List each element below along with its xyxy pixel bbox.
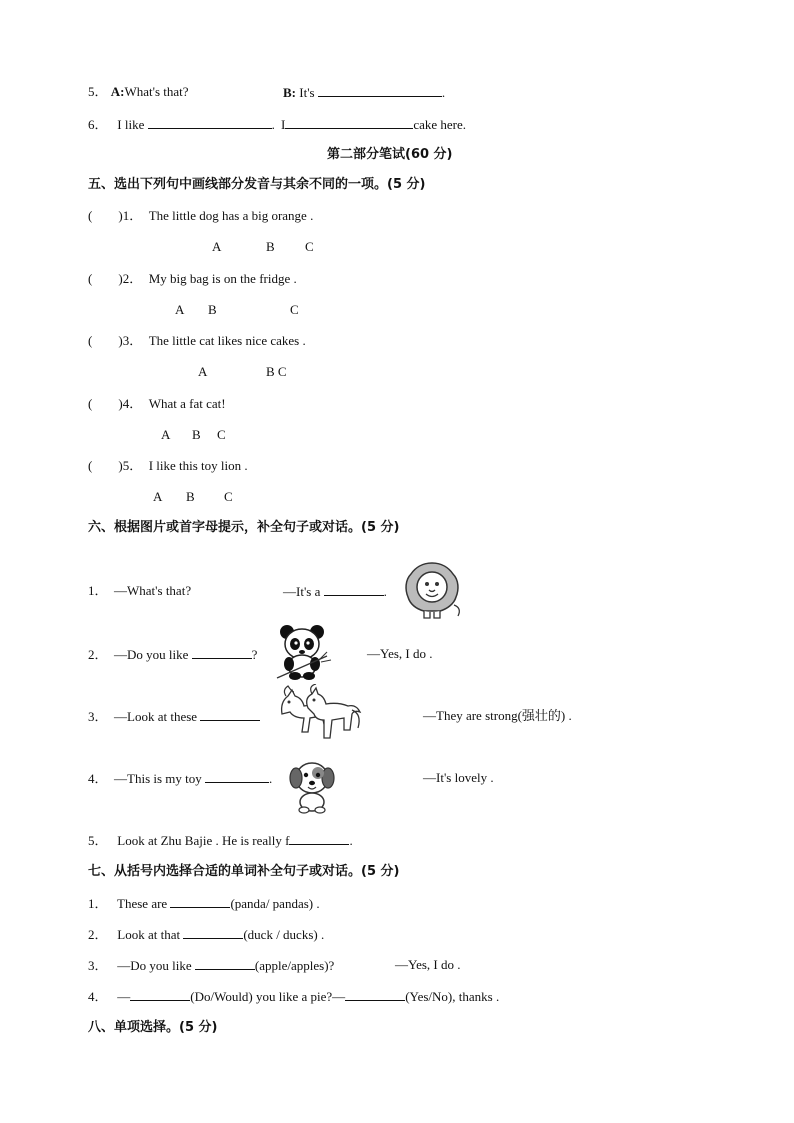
s5-letter: C	[224, 489, 233, 504]
speaker-b: B:	[283, 85, 296, 100]
s5-item-2: ( )2． My big bag is on the fridge .	[88, 271, 297, 286]
s7-item-2: 2． Look at that (duck / ducks) .	[88, 927, 325, 942]
s5-letter: C	[305, 239, 314, 254]
answer-blank[interactable]	[324, 583, 384, 596]
s6-item-5: 5． Look at Zhu Bajie . He is really f .	[88, 833, 353, 848]
s6-item-4: 4． —This is my toy .	[88, 771, 273, 786]
answer-blank[interactable]	[183, 926, 243, 939]
section5-title: 五、选出下列句中画线部分发音与其余不同的一项。(5 分)	[88, 177, 426, 192]
s5-letter: B	[192, 427, 201, 442]
s5-item-1: ( )1． The little dog has a big orange .	[88, 208, 314, 223]
s5-letter: A	[212, 239, 222, 254]
s5-letter: A	[153, 489, 163, 504]
q5-answer: B: It's .	[283, 85, 446, 100]
s6-item-1-right: —It's a .	[283, 584, 387, 599]
answer-blank[interactable]	[192, 646, 252, 659]
dog-picture	[288, 756, 336, 814]
answer-blank[interactable]	[130, 988, 190, 1001]
s5-letter: B	[208, 302, 217, 317]
s5-letter: A	[175, 302, 185, 317]
section7-title: 七、从括号内选择合适的单词补全句子或对话。(5 分)	[88, 864, 400, 879]
s6-item-1: 1． —What's that?	[88, 583, 192, 598]
s6-item-4-right: —It's lovely .	[423, 770, 494, 785]
answer-blank[interactable]	[285, 116, 413, 129]
s7-item-3-reply: —Yes, I do .	[395, 957, 461, 972]
horses-picture	[274, 684, 364, 746]
s5-item-4: ( )4． What a fat cat!	[88, 396, 226, 411]
s7-item-3: 3． —Do you like (apple/apples)?	[88, 958, 335, 973]
s6-item-3-right: —They are strong(强壮的) .	[423, 708, 572, 723]
q5-line: 5． A:What's that?	[88, 84, 189, 99]
s5-letter: A	[198, 364, 208, 379]
q6-line-2: I cake here.	[281, 117, 467, 132]
s6-item-3: 3． —Look at these	[88, 708, 260, 725]
s5-letter: B C	[266, 364, 287, 379]
s6-item-2-right: —Yes, I do .	[367, 646, 433, 661]
q6-line: 6． I like .	[88, 117, 275, 132]
answer-blank[interactable]	[200, 708, 260, 721]
section6-title: 六、根据图片或首字母提示，补全句子或对话。(5 分)	[88, 520, 400, 535]
s5-letter: B	[266, 239, 275, 254]
answer-blank[interactable]	[345, 988, 405, 1001]
s5-letter: B	[186, 489, 195, 504]
s5-item-3: ( )3． The little cat likes nice cakes .	[88, 333, 306, 348]
s5-letter: C	[290, 302, 299, 317]
answer-blank[interactable]	[289, 832, 349, 845]
answer-blank[interactable]	[195, 957, 255, 970]
s5-letter: A	[161, 427, 171, 442]
answer-blank[interactable]	[148, 116, 272, 129]
section8-title: 八、单项选择。(5 分)	[88, 1020, 218, 1035]
lion-picture	[402, 560, 462, 620]
s5-letter: C	[217, 427, 226, 442]
s7-item-1: 1． These are (panda/ pandas) .	[88, 896, 320, 911]
s6-item-2: 2． —Do you like ?	[88, 647, 258, 662]
panda-picture	[275, 622, 333, 680]
answer-blank[interactable]	[170, 895, 230, 908]
answer-blank[interactable]	[318, 84, 442, 97]
speaker-a: A:	[110, 84, 125, 99]
s5-item-5: ( )5． I like this toy lion .	[88, 458, 248, 473]
s7-item-4: 4． — (Do/Would) you like a pie?— (Yes/No), thanks .	[88, 989, 500, 1004]
answer-blank[interactable]	[205, 770, 269, 783]
part2-title: 第二部分笔试(60 分)	[327, 147, 453, 162]
